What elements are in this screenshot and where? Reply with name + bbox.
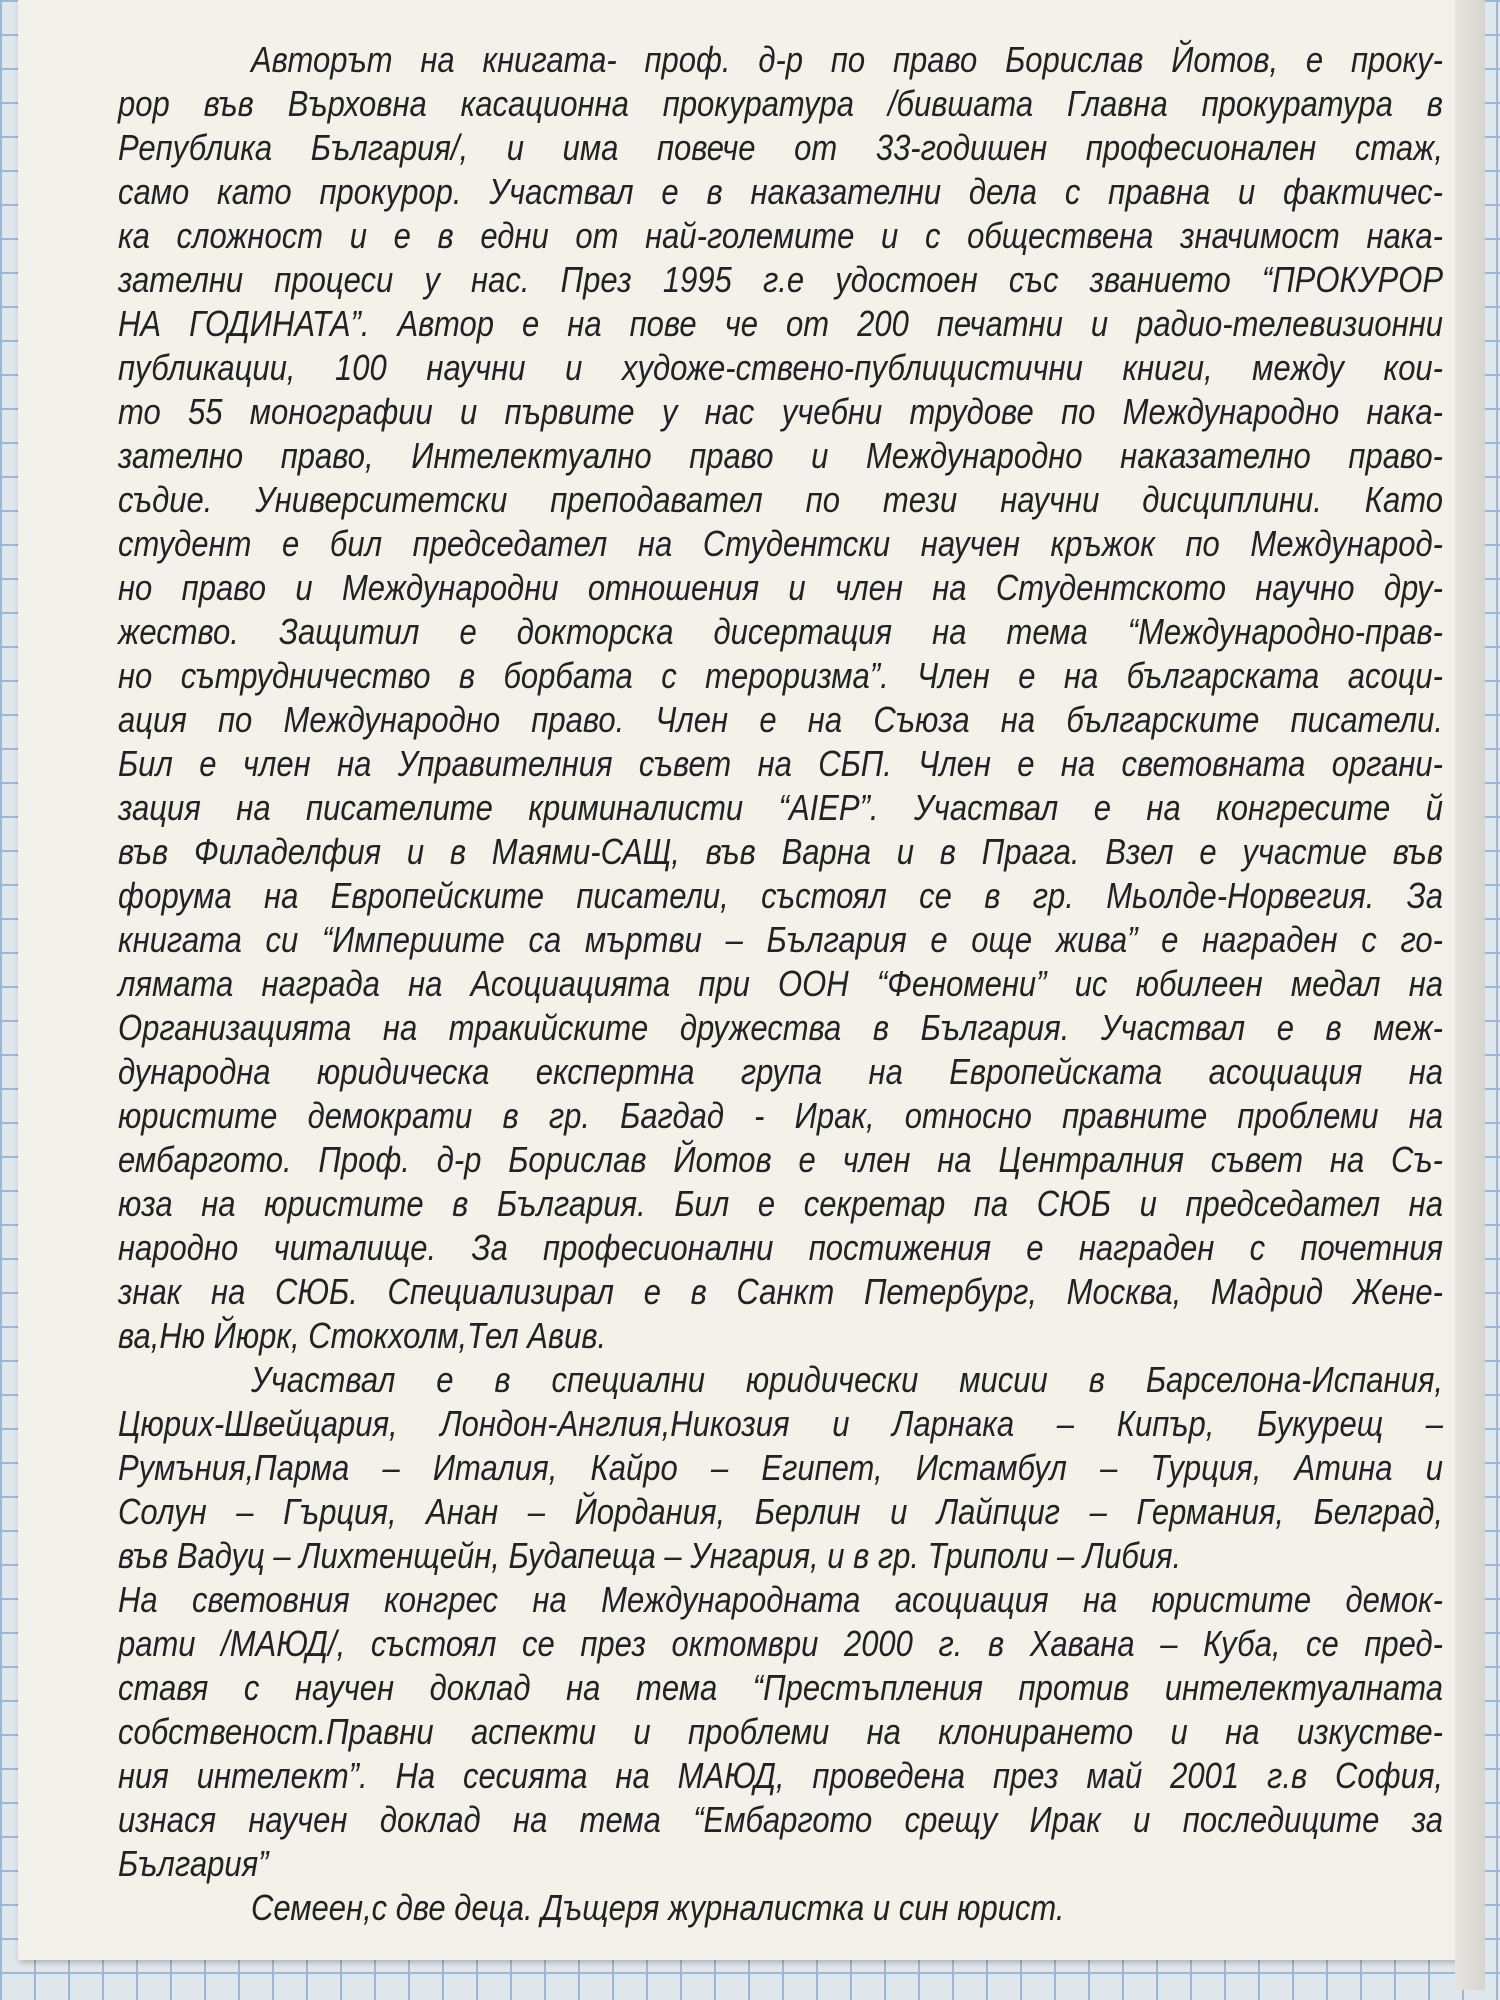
author-biography xyxy=(118,38,1443,1930)
text-line: Авторът на книгата- проф. д-р по право Борислав Йотов, е проку- xyxy=(251,38,1443,81)
text-line: Цюрих-Швейцария, Лондон-Англия,Никозия и Ларнака – Кипър, Букурещ – xyxy=(118,1402,1443,1445)
text-line: ембаргото. Проф. д-р Борислав Йотов е член на Централния съвет на Съ- xyxy=(118,1138,1443,1181)
text-line: то 55 монографии и първите у нас учебни трудове по Международно нака- xyxy=(118,390,1443,433)
text-line: във Вадуц – Лихтенщейн, Будапеща – Унгария, и в гр. Триполи – Либия. xyxy=(118,1534,1182,1577)
text-line: Солун – Гърция, Анан – Йордания, Берлин и Лайпциг – Германия, Белград, xyxy=(118,1490,1443,1533)
text-line: но сътрудничество в борбата с тероризма”. Член е на българската асоци- xyxy=(118,654,1443,697)
text-line: рор във Върховна касационна прокуратура /бившата Главна прокуратура в xyxy=(118,82,1443,125)
text-line: НА ГОДИНАТА”. Автор е на пове че от 200 печатни и радио-телевизионни xyxy=(118,302,1443,345)
text-line: Бил е член на Управителния съвет на СБП. Член е на световната органи- xyxy=(118,742,1443,785)
text-line: книгата си “Империите са мъртви – България е още жива” е награден с го- xyxy=(118,918,1443,961)
text-line: зателно право, Интелектуално право и Международно наказателно право- xyxy=(118,434,1443,477)
text-line: дународна юридическа експертна група на Европейската асоциация на xyxy=(118,1050,1443,1093)
text-line: Участвал е в специални юридически мисии в Барселона-Испания, xyxy=(251,1358,1443,1401)
text-line: лямата награда на Асоциацията при ООН “Феномени” ис юбилеен медал на xyxy=(118,962,1443,1005)
text-line: юза на юристите в България. Бил е секретар па СЮБ и председател на xyxy=(118,1182,1443,1225)
text-line: във Филаделфия и в Маями-САЩ, във Варна и в Прага. Взел е участие във xyxy=(118,830,1443,873)
text-line: жество. Защитил е докторска дисертация на тема “Международно-прав- xyxy=(118,610,1443,653)
text-line: студент е бил председател на Студентски научен кръжок по Международ- xyxy=(118,522,1443,565)
text-line: На световния конгрес на Международната асоциация на юристите демок- xyxy=(118,1578,1443,1621)
text-line: народно читалище. За професионални постижения е награден с почетния xyxy=(118,1226,1443,1269)
text-line: но право и Международни отношения и член на Студентското научно дру- xyxy=(118,566,1443,609)
text-line: знак на СЮБ. Специализирал е в Санкт Петербург, Москва, Мадрид Жене- xyxy=(118,1270,1443,1313)
text-line: Република България/, и има повече от 33-годишен професионален стаж, xyxy=(118,126,1443,169)
text-line: само като прокурор. Участвал е в наказателни дела с правна и фактичес- xyxy=(118,170,1443,213)
text-line: съдие. Университетски преподавател по тези научни дисциплини. Като xyxy=(118,478,1443,521)
text-line: България” xyxy=(118,1842,269,1885)
text-line: Румъния,Парма – Италия, Кайро – Египет, Истамбул – Турция, Атина и xyxy=(118,1446,1443,1489)
text-line: зация на писателите криминалисти “AIEP”. Участвал е на конгресите й xyxy=(118,786,1443,829)
text-line: изнася научен доклад на тема “Ембаргото срещу Ирак и последиците за xyxy=(118,1798,1443,1841)
text-line: зателни процеси у нас. През 1995 г.е удостоен със званието “ПРОКУРОР xyxy=(118,258,1443,301)
text-line: ставя с научен доклад на тема “Престъпления против интелектуалната xyxy=(118,1666,1443,1709)
text-line: Организацията на тракийските дружества в България. Участвал е в меж- xyxy=(118,1006,1443,1049)
text-line: форума на Европейските писатели, състоял се в гр. Мьолде-Норвегия. За xyxy=(118,874,1443,917)
text-line: ва,Ню Йюрк, Стокхолм,Тел Авив. xyxy=(118,1314,607,1357)
text-line: собственост.Правни аспекти и проблеми на клонирането и на изкустве- xyxy=(118,1710,1443,1753)
text-line: ния интелект”. На сесията на МАЮД, проведена през май 2001 г.в София, xyxy=(118,1754,1443,1797)
text-line: рати /МАЮД/, състоял се през октомври 2000 г. в Хавана – Куба, се пред- xyxy=(118,1622,1443,1665)
text-line: ация по Международно право. Член е на Съюза на българските писатели. xyxy=(118,698,1443,741)
text-line: ка сложност и е в едни от най-големите и с обществена значимост нака- xyxy=(118,214,1443,257)
text-line: юристите демократи в гр. Багдад - Ирак, относно правните проблеми на xyxy=(118,1094,1443,1137)
page-edge xyxy=(1455,0,1485,1990)
text-line: Семеен,с две деца. Дъщеря журналистка и син юрист. xyxy=(251,1886,1065,1929)
text-line: публикации, 100 научни и художе-ствено-публицистични книги, между кои- xyxy=(118,346,1443,389)
book-back-cover xyxy=(18,0,1460,1960)
